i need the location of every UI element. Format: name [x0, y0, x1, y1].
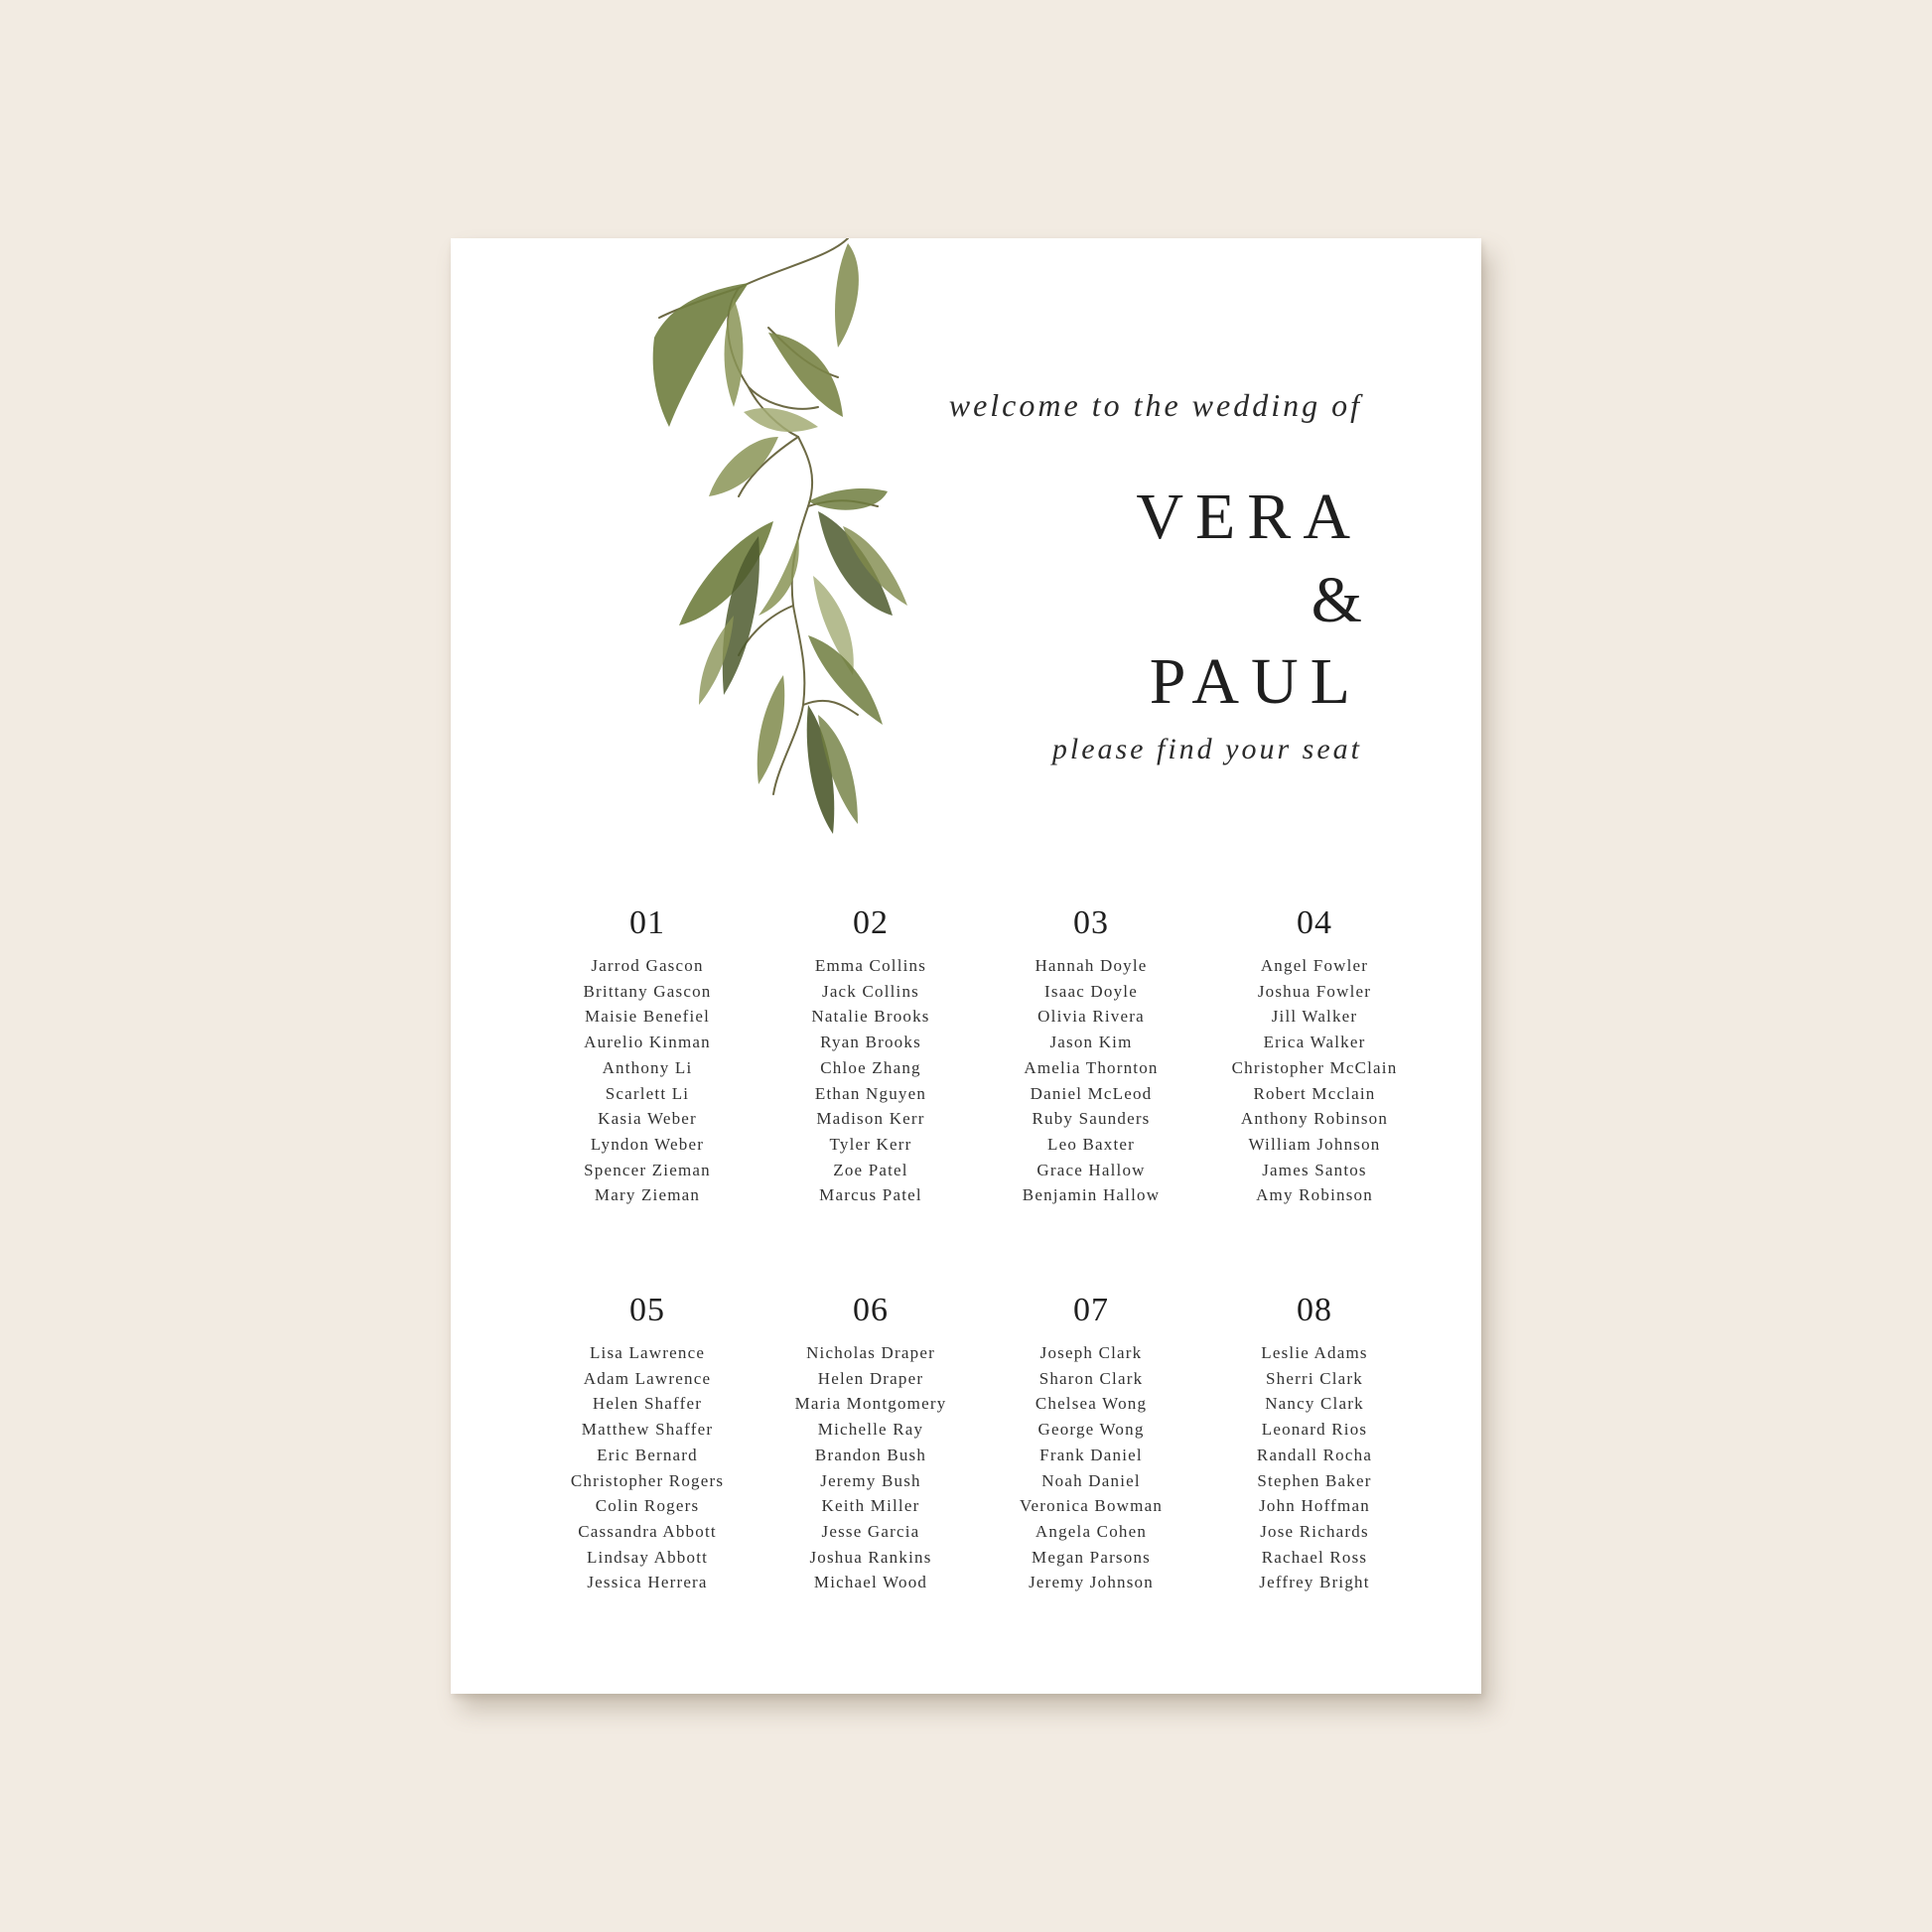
guest-name: Marcus Patel	[819, 1185, 922, 1205]
guest-name: John Hoffman	[1259, 1496, 1370, 1516]
guest-name: Megan Parsons	[1032, 1547, 1151, 1567]
guest-name: Leo Baxter	[1047, 1134, 1135, 1154]
table-number: 01	[629, 904, 665, 941]
guest-name: Hannah Doyle	[1035, 956, 1148, 975]
guest-name: Angela Cohen	[1035, 1521, 1148, 1541]
guest-name: Spencer Zieman	[584, 1160, 711, 1179]
guest-name: Lisa Lawrence	[589, 1343, 706, 1362]
guest-name: Erica Walker	[1263, 1033, 1366, 1052]
guest-name: Keith Miller	[821, 1496, 920, 1516]
table-08	[1205, 1291, 1424, 1595]
guest-name: Anthony Li	[602, 1057, 693, 1077]
guest-name: Daniel McLeod	[1030, 1083, 1153, 1103]
guest-name: Benjamin Hallow	[1022, 1185, 1161, 1205]
table-05	[538, 1291, 757, 1595]
guest-name: Olivia Rivera	[1037, 1007, 1145, 1027]
guest-name: Stephen Baker	[1257, 1470, 1372, 1490]
guest-name: Robert Mcclain	[1253, 1083, 1376, 1103]
table-number: 05	[629, 1292, 665, 1328]
guest-name: Ruby Saunders	[1032, 1109, 1151, 1129]
guest-name: Tyler Kerr	[829, 1134, 912, 1154]
guest-name: Anthony Robinson	[1240, 1109, 1389, 1129]
table-06	[761, 1291, 980, 1595]
guest-name: Sherri Clark	[1266, 1368, 1363, 1388]
guest-name: Chloe Zhang	[820, 1057, 921, 1077]
guest-name: Jarrod Gascon	[591, 956, 704, 975]
guest-name: Brittany Gascon	[583, 981, 712, 1001]
guest-name: Matthew Shaffer	[581, 1420, 714, 1440]
guest-name: Joseph Clark	[1039, 1343, 1143, 1362]
guest-name: Lyndon Weber	[590, 1134, 705, 1154]
guest-name: Rachael Ross	[1261, 1547, 1368, 1567]
guest-name: Amy Robinson	[1256, 1185, 1373, 1205]
guest-name: Christopher Rogers	[570, 1470, 725, 1490]
guest-name: Nancy Clark	[1265, 1394, 1364, 1414]
guest-name: Brandon Bush	[814, 1445, 927, 1464]
guest-name: Michael Wood	[813, 1573, 928, 1592]
guest-name: Maisie Benefiel	[584, 1007, 711, 1027]
guest-name: Joshua Fowler	[1257, 981, 1372, 1001]
guest-name: Jack Collins	[822, 981, 919, 1001]
table-01	[538, 903, 757, 1208]
guest-name: Randall Rocha	[1256, 1445, 1373, 1464]
guest-name: Grace Hallow	[1036, 1160, 1146, 1179]
table-03	[982, 903, 1200, 1208]
guest-name: Jeremy Johnson	[1029, 1573, 1154, 1592]
guest-name: Amelia Thornton	[1024, 1057, 1159, 1077]
seating-chart-card	[451, 238, 1481, 1694]
guest-name: Maria Montgomery	[794, 1394, 947, 1414]
guest-name: Jill Walker	[1271, 1007, 1358, 1027]
guest-name: Chelsea Wong	[1035, 1394, 1148, 1414]
table-number: 02	[853, 904, 889, 941]
table-04	[1205, 903, 1424, 1208]
guest-name: Natalie Brooks	[811, 1007, 930, 1027]
guest-name: Sharon Clark	[1038, 1368, 1144, 1388]
guest-name: Colin Rogers	[595, 1496, 700, 1516]
guest-name: Cassandra Abbott	[578, 1521, 717, 1541]
guest-name: Helen Shaffer	[592, 1394, 703, 1414]
table-number: 08	[1297, 1292, 1332, 1328]
guest-name: George Wong	[1037, 1420, 1145, 1440]
guest-name: Isaac Doyle	[1044, 981, 1138, 1001]
table-number: 03	[1073, 904, 1109, 941]
guest-name: Kasia Weber	[598, 1109, 697, 1129]
guest-name: Jesse Garcia	[821, 1521, 920, 1541]
seat-prompt: please find your seat	[1051, 733, 1362, 765]
guest-name: Emma Collins	[814, 956, 927, 975]
guest-name: Noah Daniel	[1041, 1470, 1141, 1490]
guest-name: Lindsay Abbott	[586, 1547, 709, 1567]
ampersand: &	[1311, 564, 1362, 636]
groom-name: PAUL	[1149, 645, 1362, 718]
guest-name: Eric Bernard	[597, 1445, 698, 1464]
guest-name: Scarlett Li	[605, 1083, 690, 1103]
guest-name: Michelle Ray	[817, 1420, 924, 1440]
guest-name: James Santos	[1262, 1160, 1367, 1179]
table-number: 07	[1073, 1292, 1109, 1328]
guest-name: Helen Draper	[817, 1368, 924, 1388]
table-grid	[451, 238, 1481, 1694]
guest-name: Nicholas Draper	[806, 1343, 935, 1362]
guest-name: Leslie Adams	[1261, 1343, 1368, 1362]
guest-name: Aurelio Kinman	[584, 1033, 711, 1052]
guest-name: Angel Fowler	[1260, 956, 1369, 975]
guest-name: Adam Lawrence	[583, 1368, 712, 1388]
guest-name: Madison Kerr	[816, 1109, 925, 1129]
guest-name: Ethan Nguyen	[814, 1083, 927, 1103]
guest-name: Frank Daniel	[1039, 1445, 1143, 1464]
welcome-text: welcome to the wedding of	[948, 387, 1362, 423]
guest-name: Jessica Herrera	[587, 1573, 708, 1592]
guest-name: Jeremy Bush	[820, 1470, 921, 1490]
table-number: 04	[1297, 904, 1332, 941]
table-number: 06	[853, 1292, 889, 1328]
guest-name: Ryan Brooks	[820, 1033, 921, 1052]
table-02	[761, 903, 980, 1208]
guest-name: Jeffrey Bright	[1259, 1573, 1370, 1592]
guest-name: Zoe Patel	[833, 1160, 908, 1179]
guest-name: Leonard Rios	[1261, 1420, 1368, 1440]
guest-name: Christopher McClain	[1231, 1057, 1398, 1077]
table-07	[982, 1291, 1200, 1595]
guest-name: Mary Zieman	[594, 1185, 701, 1205]
guest-name: Veronica Bowman	[1019, 1496, 1164, 1516]
guest-name: Jason Kim	[1049, 1033, 1133, 1052]
guest-name: William Johnson	[1248, 1134, 1381, 1154]
guest-name: Jose Richards	[1260, 1521, 1369, 1541]
bride-name: VERA	[1136, 481, 1362, 553]
guest-name: Joshua Rankins	[809, 1547, 932, 1567]
